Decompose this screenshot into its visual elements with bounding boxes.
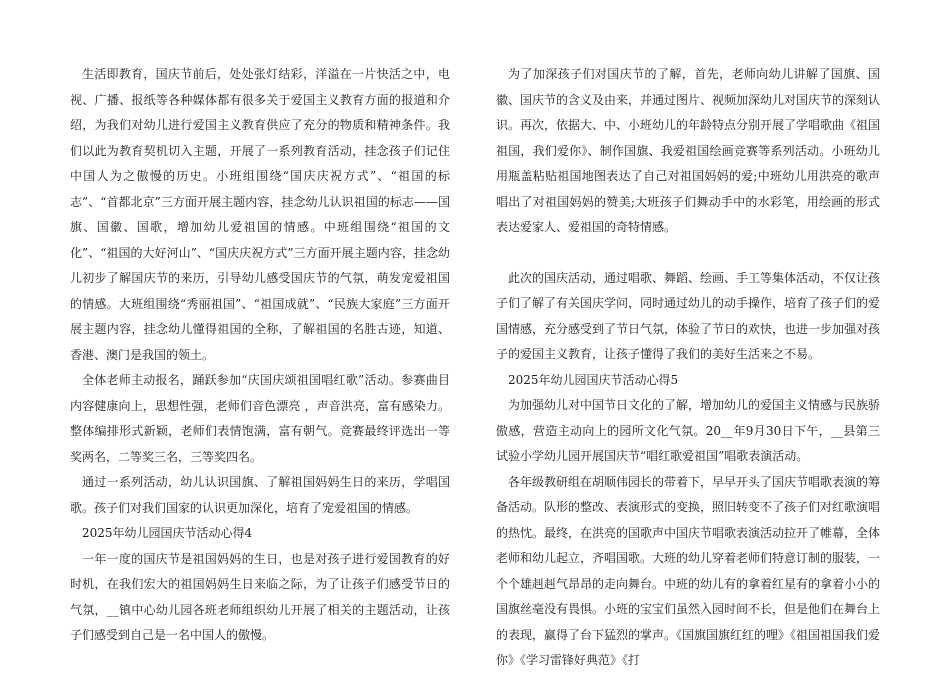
paragraph-activity-conclusion: 此次的国庆活动，通过唱歌、舞蹈、绘画、手工等集体活动，不仅让孩子们了解了有关国庆学问，同时通过幼儿的动手操作，培育了孩子们的爱国情感，充分感受到了节日气氛，体验了节日的欢快，也进一步加强对孩子的爱国主义教育，让孩子懂得了我们的美好生活来之不易。 — [496, 270, 881, 361]
paragraph-section-4: 一年一度的国庆节是祖国妈妈的生日，也是对孩子进行爱国教育的好时机，在我们宏大的祖国妈妈生日来临之际，为了让孩子们感受节日的气氛，__镇中心幼儿园各班老师组织幼儿开展了相关的主题活动，让孩子们感受到自己是一名中国人的傲慢。 — [70, 551, 450, 642]
left-column — [70, 62, 450, 649]
right-column — [496, 62, 880, 674]
section-heading-4: 2025年幼儿园国庆节活动心得4 — [82, 526, 253, 540]
section-heading-5: 2025年幼儿园国庆节活动心得5 — [508, 372, 679, 387]
paragraph-gap — [496, 241, 880, 266]
paragraph-national-symbols: 为了加深孩子们对国庆节的了解，首先，老师向幼儿讲解了国旗、国徽、国庆节的含义及由来，并通过图片、视频加深幼儿对国庆节的深刻认识。再次，依据大、中、小班幼儿的年龄特点分别开展了学唱歌曲《祖国祖国，我们爱你》、制作国旗、我爱祖国绘画竞赛等系列活动。小班幼儿用瓶盖粘贴祖国地图表达了自己对祖国妈妈的爱;中班幼儿用洪亮的歌声唱出了对祖国妈妈的赞美;大班孩子们舞动手中的水彩笔，用绘画的形式表达爱家人、爱祖国的奇特情感。 — [496, 67, 881, 234]
paragraph-summary: 通过一系列活动，幼儿认识国旗、了解祖国妈妈生日的来历，学唱国歌。孩子们对我们国家的认识更加深化，培育了宠爱祖国的情感。 — [70, 475, 450, 515]
paragraph-section-5-performance: 各年级教研组在胡顺伟园长的带着下，早早开头了国庆节唱歌表演的筹备活动。队形的整改、表演形式的变换，照旧转变不了孩子们对红歌演唱的热忱。最终，在洪亮的国歌声中国庆节唱歌表演活动拉开了帷幕，全体老师和幼儿起立，齐唱国歌。大班的幼儿穿着老师们特意订制的服装，一个个雄赳赳气昂昂的走向舞台。中班的幼儿有的拿着红星有的拿着小小的国旗丝毫没有畏惧。小班的宝宝们虽然入园时间不长，但是他们在舞台上的表现，赢得了台下猛烈的掌声。《国旗国旗红红的哩》《祖国祖国我们爱你》《学习雷锋好典范》《打 — [496, 474, 881, 667]
paragraph-teacher-singing: 全体老师主动报名，踊跃参加“庆国庆颂祖国唱红歌”活动。参赛曲目内容健康向上，思想性强，老师们音色漂亮 ，声音洪亮，富有感染力。整体编排形式新颖，老师们表情饱满，富有朝气。竞赛最终评选出一等奖两名，二等奖三名，三等奖四名。 — [70, 373, 450, 464]
paragraph-activities-intro: 生活即教育，国庆节前后，处处张灯结彩，洋溢在一片快活之中，电视、广播、报纸等各种媒体都有很多关于爱国主义教育方面的报道和介绍，为我们对幼儿进行爱国主义教育供应了充分的物质和精神条件。我们以此为教育契机切入主题，开展了一系列教育活动，挂念孩子们记住中国人为之傲慢的历史。小班组围绕“国庆庆祝方式”、“祖国的标志”、“首都北京”三方面开展主题内容，挂念幼儿认识祖国的标志——国旗、国徽、国歌，增加幼儿爱祖国的情感。中班组围绕“祖国的文化”、“祖国的大好河山”、“国庆庆祝方式”三方面开展主题内容，挂念幼儿初步了解国庆节的来历，引导幼儿感受国庆节的气氛，萌发宠爱祖国的情感。大班组围绕“秀丽祖国”、“祖国成就”、“民族大家庭”三方面开展主题内容，挂念幼儿懂得祖国的全称，了解祖国的名胜古迹，知道、香港、澳门是我国的领土。 — [70, 67, 450, 362]
paragraph-section-5-intro: 为加强幼儿对中国节日文化的了解，增加幼儿的爱国主义情感与民族骄傲感，营造主动向上的园所文化气氛。20__年9月30日下午，__县第三试验小学幼儿园开展国庆节“唱红歌爱祖国”唱歌表演活动。 — [496, 398, 881, 463]
